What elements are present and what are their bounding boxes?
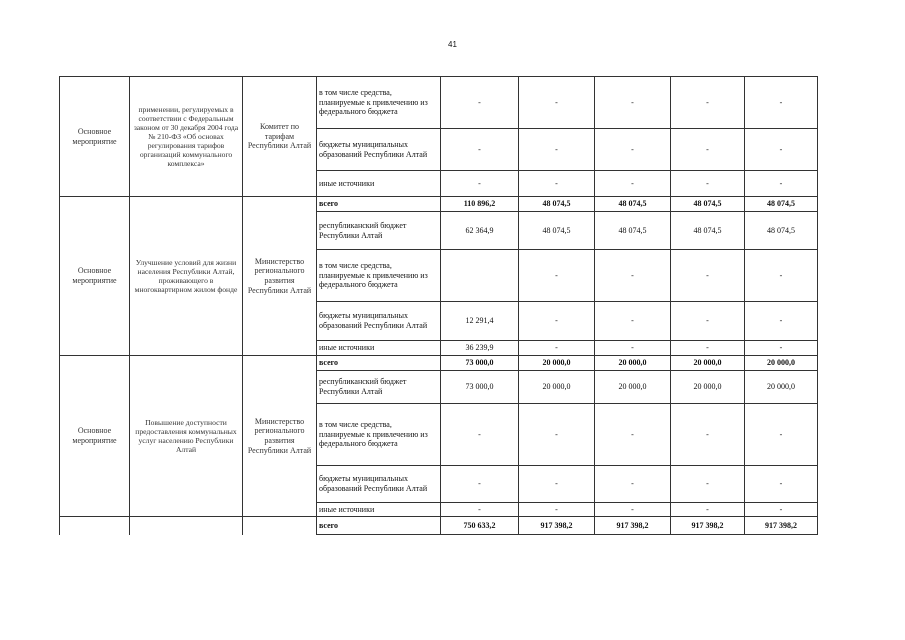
value-cell: 20 000,0 (671, 371, 745, 404)
value-cell: - (519, 250, 595, 302)
value-cell: - (745, 77, 818, 129)
executor-cell: Министерство регионального развития Республики Алтай (243, 197, 317, 356)
value-cell: 20 000,0 (595, 371, 671, 404)
value-cell: - (595, 404, 671, 466)
value-cell: - (519, 466, 595, 503)
activity-type-cell: Основное мероприятие (60, 356, 130, 517)
empty-cell (130, 517, 243, 535)
page-number: 41 (448, 40, 457, 49)
table-row-grand-total (60, 517, 818, 535)
value-cell: - (441, 77, 519, 129)
funding-source-cell: в том числе средства, планируемые к привлечению из федерального бюджета (317, 77, 441, 129)
value-cell: 917 398,2 (671, 517, 745, 535)
value-cell: - (519, 341, 595, 356)
value-cell: - (595, 250, 671, 302)
value-cell: - (441, 503, 519, 517)
value-cell: - (745, 250, 818, 302)
value-cell: 48 074,5 (671, 197, 745, 212)
executor-cell: Министерство регионального развития Республики Алтай (243, 356, 317, 517)
funding-source-cell: иные источники (317, 341, 441, 356)
funding-source-cell: всего (317, 356, 441, 371)
activity-name-cell: Повышение доступности предоставления коммунальных услуг населению Республики Алтай (130, 356, 243, 517)
value-cell (441, 250, 519, 302)
value-cell: - (671, 404, 745, 466)
value-cell: - (595, 77, 671, 129)
value-cell: 48 074,5 (595, 212, 671, 250)
value-cell: - (745, 503, 818, 517)
activity-name-cell: Улучшение условий для жизни населения Республики Алтай, проживающего в многоквартирном жилом фонде (130, 197, 243, 356)
value-cell: - (595, 466, 671, 503)
funding-source-cell: в том числе средства, планируемые к привлечению из федерального бюджета (317, 404, 441, 466)
value-cell: 20 000,0 (745, 371, 818, 404)
funding-source-cell: всего (317, 517, 441, 535)
value-cell: 48 074,5 (519, 197, 595, 212)
value-cell: - (745, 341, 818, 356)
table-row (60, 356, 818, 371)
value-cell: - (671, 250, 745, 302)
funding-source-cell: всего (317, 197, 441, 212)
value-cell: 48 074,5 (745, 212, 818, 250)
funding-source-cell: бюджеты муниципальных образований Республики Алтай (317, 129, 441, 171)
value-cell: - (745, 129, 818, 171)
executor-cell: Комитет по тарифам Республики Алтай (243, 77, 317, 197)
budget-table (59, 76, 818, 535)
value-cell: 20 000,0 (671, 356, 745, 371)
funding-source-cell: иные источники (317, 503, 441, 517)
funding-source-cell: республиканский бюджет Республики Алтай (317, 371, 441, 404)
value-cell: 48 074,5 (595, 197, 671, 212)
value-cell: 73 000,0 (441, 371, 519, 404)
value-cell: - (671, 171, 745, 197)
value-cell: - (519, 77, 595, 129)
value-cell: - (519, 302, 595, 341)
value-cell: - (671, 302, 745, 341)
value-cell: - (595, 341, 671, 356)
value-cell: - (595, 503, 671, 517)
table-row (60, 77, 818, 129)
value-cell: - (671, 341, 745, 356)
value-cell: 20 000,0 (519, 371, 595, 404)
value-cell: - (745, 171, 818, 197)
funding-source-cell: бюджеты муниципальных образований Республики Алтай (317, 466, 441, 503)
empty-cell (60, 517, 130, 535)
value-cell: - (671, 77, 745, 129)
value-cell: - (441, 171, 519, 197)
value-cell: - (519, 503, 595, 517)
value-cell: 20 000,0 (595, 356, 671, 371)
value-cell: 48 074,5 (519, 212, 595, 250)
value-cell: - (745, 404, 818, 466)
value-cell: 917 398,2 (595, 517, 671, 535)
value-cell: - (671, 503, 745, 517)
value-cell: - (441, 404, 519, 466)
funding-source-cell: иные источники (317, 171, 441, 197)
value-cell: - (595, 171, 671, 197)
table-row (60, 197, 818, 212)
value-cell: 36 239,9 (441, 341, 519, 356)
value-cell: - (595, 302, 671, 341)
value-cell: 48 074,5 (671, 212, 745, 250)
funding-source-cell: бюджеты муниципальных образований Республики Алтай (317, 302, 441, 341)
value-cell: - (441, 466, 519, 503)
value-cell: 20 000,0 (745, 356, 818, 371)
value-cell: - (745, 302, 818, 341)
empty-cell (243, 517, 317, 535)
value-cell: - (671, 129, 745, 171)
value-cell: 917 398,2 (745, 517, 818, 535)
value-cell: 20 000,0 (519, 356, 595, 371)
value-cell: 73 000,0 (441, 356, 519, 371)
activity-type-cell: Основное мероприятие (60, 197, 130, 356)
activity-type-cell: Основное мероприятие (60, 77, 130, 197)
value-cell: - (595, 129, 671, 171)
value-cell: - (441, 129, 519, 171)
value-cell: - (671, 466, 745, 503)
activity-name-cell: применении, регулируемых в соответствии с Федеральным законом от 30 декабря 2004 года № 210-ФЗ «Об основах регулирования тарифов организаций коммунального комплекса» (130, 77, 243, 197)
value-cell: 48 074,5 (745, 197, 818, 212)
value-cell: - (519, 171, 595, 197)
value-cell: 750 633,2 (441, 517, 519, 535)
value-cell: - (745, 466, 818, 503)
value-cell: 62 364,9 (441, 212, 519, 250)
value-cell: - (519, 129, 595, 171)
value-cell: 917 398,2 (519, 517, 595, 535)
funding-source-cell: в том числе средства, планируемые к привлечению из федерального бюджета (317, 250, 441, 302)
value-cell: 110 896,2 (441, 197, 519, 212)
funding-source-cell: республиканский бюджет Республики Алтай (317, 212, 441, 250)
value-cell: - (519, 404, 595, 466)
value-cell: 12 291,4 (441, 302, 519, 341)
